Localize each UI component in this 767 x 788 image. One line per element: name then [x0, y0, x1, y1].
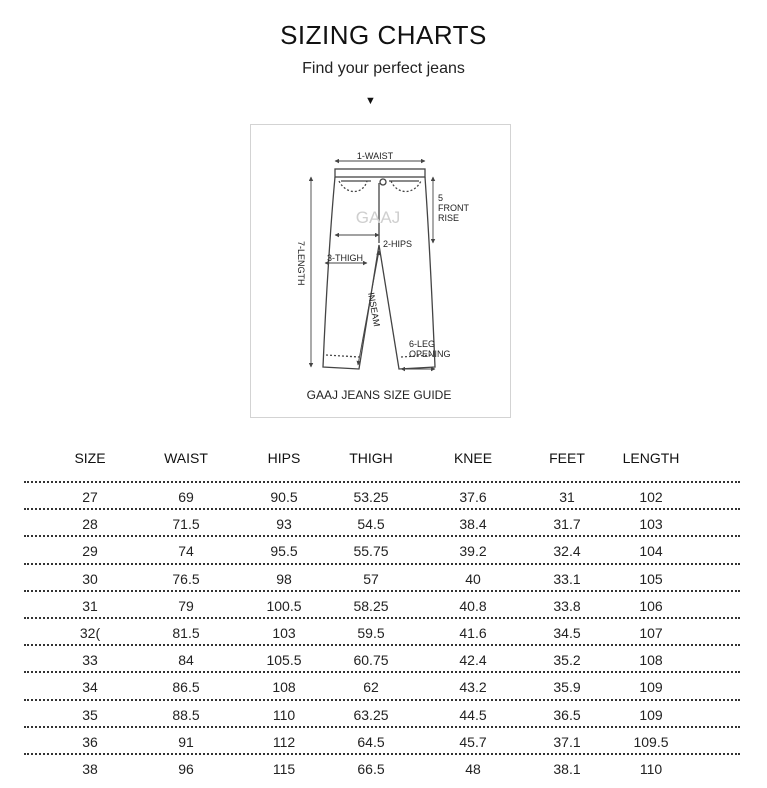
row-divider — [24, 671, 740, 673]
front-rise-label-2: RISE — [438, 213, 460, 223]
table-cell: 44.5 — [459, 706, 487, 723]
row-divider — [24, 726, 740, 728]
table-cell: 34 — [82, 679, 98, 696]
row-divider — [24, 590, 740, 592]
table-cell: 110 — [639, 761, 663, 777]
table-cell: 66.5 — [357, 761, 385, 777]
table-cell: 42.4 — [459, 652, 487, 669]
table-cell: 54.5 — [357, 516, 385, 533]
page-subtitle: Find your perfect jeans — [302, 60, 465, 77]
row-divider — [24, 481, 740, 483]
table-cell: 98 — [276, 570, 292, 587]
table-row — [24, 563, 740, 590]
table-cell: 81.5 — [172, 625, 200, 641]
table-cell: 40 — [465, 570, 481, 587]
table-cell: 71.5 — [172, 516, 200, 533]
table-cell: 40.8 — [459, 597, 487, 614]
table-cell: 95.5 — [270, 543, 298, 560]
table-row — [24, 699, 740, 726]
table-cell: 35.9 — [553, 679, 581, 696]
thigh-label: 3-THIGH — [327, 253, 363, 263]
table-cell: 28 — [82, 516, 98, 533]
table-cell: 39.2 — [459, 543, 487, 560]
front-rise-number: 5 — [438, 193, 444, 203]
row-divider — [24, 508, 740, 510]
down-arrow-icon: ▼ — [365, 95, 376, 107]
table-cell: 60.75 — [353, 652, 389, 669]
column-header-waist: WAIST — [164, 450, 208, 466]
table-cell: 105.5 — [266, 652, 302, 669]
row-divider — [24, 699, 740, 701]
table-cell: 35 — [82, 706, 98, 723]
table-row — [24, 644, 740, 671]
table-row — [24, 617, 740, 644]
table-cell: 100.5 — [266, 597, 302, 614]
column-header-hips: HIPS — [267, 450, 301, 466]
table-cell: 37.6 — [459, 489, 487, 505]
table-cell: 115 — [272, 761, 296, 777]
table-cell: 35.2 — [553, 652, 581, 669]
table-cell: 110 — [272, 706, 296, 723]
table-cell: 38.1 — [553, 761, 581, 777]
row-divider — [24, 617, 740, 619]
size-table-header — [24, 450, 740, 470]
table-cell: 62 — [363, 679, 379, 696]
table-cell: 36 — [82, 733, 98, 750]
table-cell: 33.1 — [553, 570, 581, 587]
brand-watermark: GAAJ — [355, 208, 401, 227]
table-cell: 84 — [178, 652, 194, 669]
table-cell: 38.4 — [459, 516, 487, 533]
table-cell: 96 — [178, 761, 194, 777]
table-cell: 103 — [639, 516, 663, 533]
table-cell: 30 — [82, 570, 98, 587]
row-divider — [24, 563, 740, 565]
row-divider — [24, 644, 740, 646]
column-header-thigh: THIGH — [349, 450, 393, 466]
leg-opening-label-1: 6-LEG — [409, 339, 436, 349]
table-cell: 29 — [82, 543, 98, 560]
table-cell: 36.5 — [553, 706, 581, 723]
table-cell: 76.5 — [172, 570, 200, 587]
table-cell: 32( — [79, 625, 101, 641]
table-row — [24, 535, 740, 562]
table-cell: 33.8 — [553, 597, 581, 614]
table-cell: 43.2 — [459, 679, 487, 696]
table-cell: 55.75 — [353, 543, 389, 560]
table-cell: 33 — [82, 652, 98, 669]
table-cell: 108 — [639, 652, 663, 669]
hips-label: 2-HIPS — [383, 239, 413, 249]
row-divider — [24, 535, 740, 537]
table-cell: 41.6 — [459, 625, 487, 641]
table-cell: 109 — [639, 706, 663, 723]
table-row — [24, 726, 740, 753]
table-row — [24, 671, 740, 698]
table-cell: 108 — [272, 679, 296, 696]
table-cell: 34.5 — [553, 625, 581, 641]
table-cell: 86.5 — [172, 679, 200, 696]
diagram-caption: GAAJ JEANS SIZE GUIDE — [306, 388, 452, 402]
table-cell: 63.25 — [353, 706, 389, 723]
table-cell: 112 — [272, 733, 296, 750]
table-cell: 106 — [639, 597, 663, 614]
table-cell: 93 — [276, 516, 292, 533]
table-cell: 103 — [272, 625, 296, 641]
table-cell: 104 — [639, 543, 663, 560]
table-cell: 69 — [178, 489, 194, 505]
table-cell: 31 — [559, 489, 575, 505]
table-cell: 48 — [465, 761, 481, 777]
table-cell: 107 — [639, 625, 663, 641]
table-cell: 38 — [82, 761, 98, 777]
row-divider — [24, 753, 740, 755]
jeans-illustration — [251, 125, 512, 419]
table-row — [24, 508, 740, 535]
column-header-feet: FEET — [549, 450, 585, 466]
table-cell: 45.7 — [459, 733, 487, 750]
table-cell: 88.5 — [172, 706, 200, 723]
front-rise-label-1: FRONT — [438, 203, 469, 213]
column-header-length: LENGTH — [622, 450, 680, 466]
length-label: 7-LENGTH — [296, 241, 306, 286]
table-cell: 74 — [178, 543, 194, 560]
table-cell: 27 — [82, 489, 98, 505]
page-title: SIZING CHARTS — [280, 20, 487, 50]
table-cell: 79 — [178, 597, 194, 614]
table-cell: 37.1 — [553, 733, 581, 750]
table-cell: 31.7 — [553, 516, 581, 533]
waist-label: 1-WAIST — [356, 151, 394, 161]
table-cell: 109 — [639, 679, 663, 696]
table-cell: 109.5 — [633, 733, 669, 750]
table-row — [24, 753, 740, 780]
table-row — [24, 590, 740, 617]
table-cell: 64.5 — [357, 733, 385, 750]
column-header-size: SIZE — [74, 450, 106, 466]
column-header-knee: KNEE — [453, 450, 493, 466]
table-cell: 31 — [82, 597, 98, 614]
table-cell: 58.25 — [353, 597, 389, 614]
jeans-measurement-diagram — [250, 124, 511, 418]
table-cell: 91 — [178, 733, 194, 750]
table-cell: 105 — [639, 570, 663, 587]
table-cell: 59.5 — [357, 625, 385, 641]
table-row — [24, 481, 740, 508]
leg-opening-label-2: OPENING — [409, 349, 451, 359]
table-cell: 53.25 — [353, 489, 389, 505]
table-cell: 32.4 — [553, 543, 581, 560]
table-cell: 57 — [363, 570, 379, 587]
table-cell: 102 — [639, 489, 663, 505]
table-cell: 90.5 — [270, 489, 298, 505]
inseam-label: INSEAM — [366, 291, 382, 328]
